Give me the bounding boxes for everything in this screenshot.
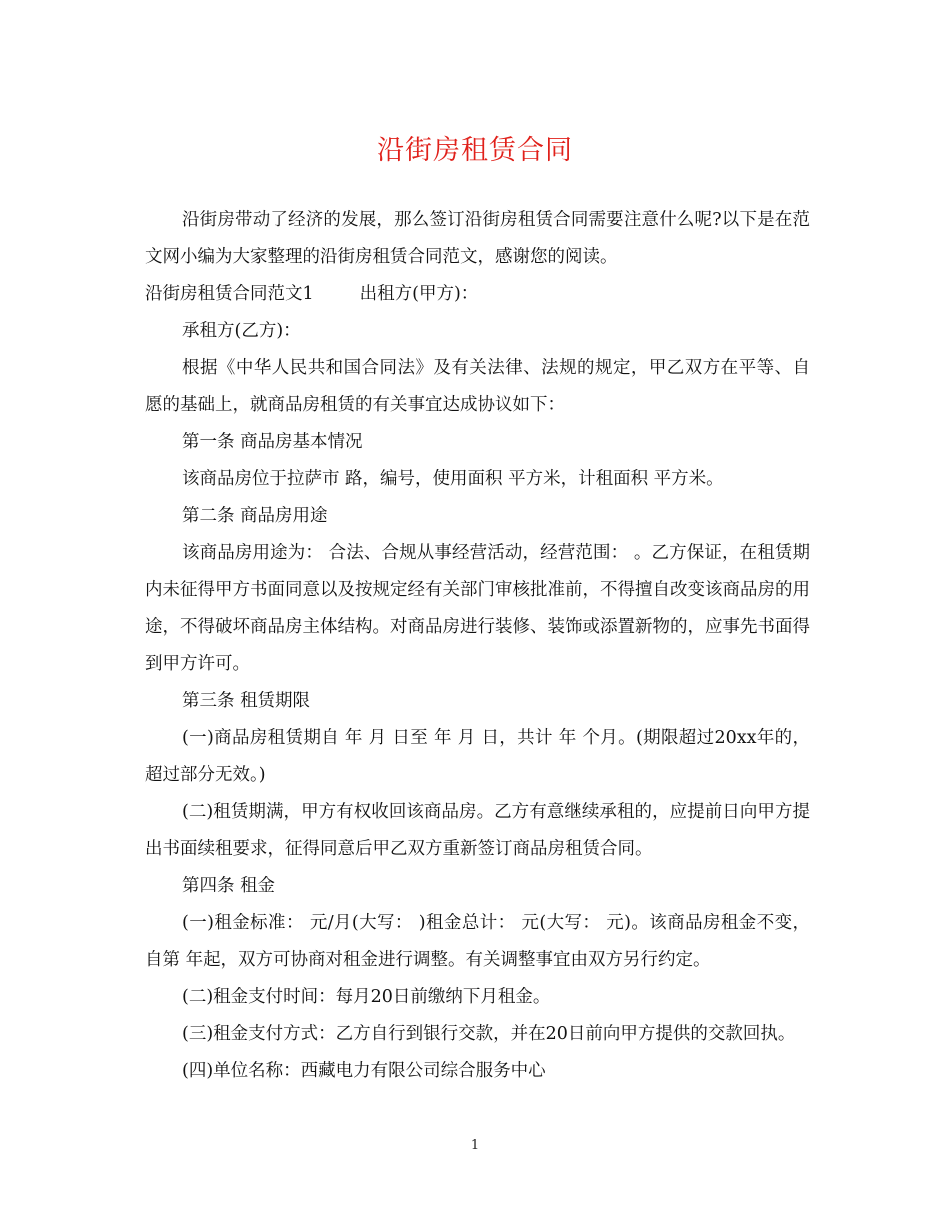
article3-item2: (二)租赁期满，甲方有权收回该商品房。乙方有意继续承租的，应提前日向甲方提出书面续租要求，征得同意后甲乙双方重新签订商品房租赁合同。: [145, 802, 810, 859]
article2-text: 该商品房用途为： 合法、合规从事经营活动，经营范围： 。乙方保证，在租赁期内未征得甲方书面同意以及按规定经有关部门审核批准前，不得擅自改变该商品房的用途，不得破坏商品房主体结构。对商品房进行装修、装饰或添置新物的，应事先书面得到甲方许可。: [145, 543, 810, 674]
article4-item4: (四)单位名称：西藏电力有限公司综合服务中心: [182, 1061, 546, 1081]
document-title: 沿街房租赁合同: [377, 135, 573, 166]
lessor-line: 出租方(甲方)：: [359, 284, 479, 304]
article1-heading: 第一条 商品房基本情况: [182, 432, 363, 452]
preamble-paragraph: 根据《中华人民共和国合同法》及有关法律、法规的规定，甲乙双方在平等、自愿的基础上，就商品房租赁的有关事宜达成协议如下：: [145, 358, 810, 415]
article3-heading: 第三条 租赁期限: [182, 691, 311, 711]
article4-heading: 第四条 租金: [182, 876, 276, 896]
article3-item1: (一)商品房租赁期自 年 月 日至 年 月 日，共计 年 个月。(期限超过20xx年的，超过部分无效。): [145, 728, 810, 785]
article4-item3: (三)租金支付方式：乙方自行到银行交款，并在20日前向甲方提供的交款回执。: [182, 1024, 796, 1044]
sample-heading: 沿街房租赁合同范文1: [145, 284, 314, 304]
article2-heading: 第二条 商品房用途: [182, 506, 328, 526]
page-number: 1: [470, 1138, 480, 1153]
article1-text: 该商品房位于拉萨市 路，编号，使用面积 平方米，计租面积 平方米。: [182, 469, 724, 489]
article4-item2: (二)租金支付时间：每月20日前缴纳下月租金。: [182, 987, 551, 1007]
sample-heading-line: [145, 276, 810, 313]
article4-item1: (一)租金标准： 元/月(大写： )租金总计： 元(大写： 元)。该商品房租金不变，自第 年起，双方可协商对租金进行调整。有关调整事宜由双方另行约定。: [145, 913, 810, 970]
lessee-line: 承租方(乙方)：: [182, 321, 301, 341]
intro-paragraph: 沿街房带动了经济的发展，那么签订沿街房租赁合同需要注意什么呢?以下是在范文网小编为大家整理的沿街房租赁合同范文，感谢您的阅读。: [145, 210, 810, 267]
document-body: [145, 202, 810, 1090]
